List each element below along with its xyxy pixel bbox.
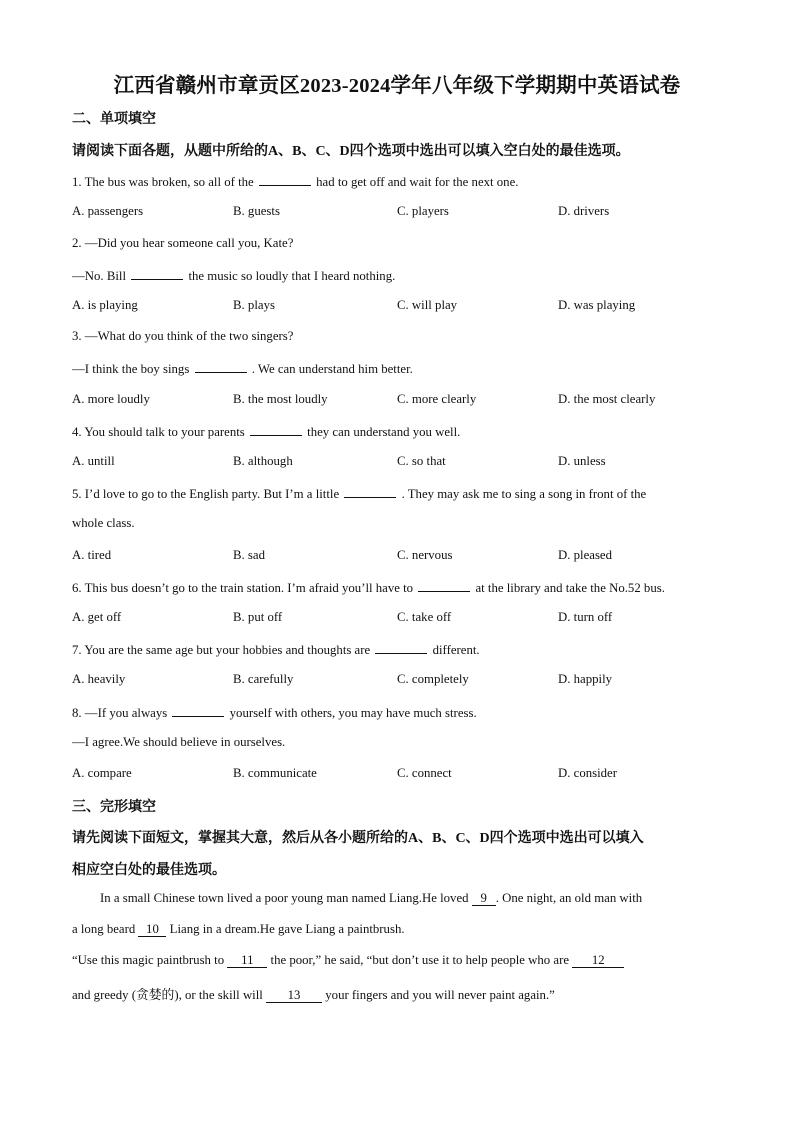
question-text: 8. —If you always: [72, 706, 168, 720]
passage-line-3: [72, 953, 624, 968]
option-b: B. the most loudly: [233, 392, 328, 406]
page-title: 江西省赣州市章贡区2023-2024学年八年级下学期期中英语试卷: [113, 75, 681, 97]
question-text: 1. The bus was broken, so all of the: [72, 175, 254, 189]
question-8-line-1: [72, 704, 477, 721]
question-text: different.: [432, 643, 480, 657]
section-heading-single-choice: 二、单项填空: [72, 112, 156, 127]
passage-line-1: [100, 891, 642, 906]
option-b: B. communicate: [233, 766, 317, 780]
question-text: 6. This bus doesn’t go to the train station. I’m afraid you’ll have to: [72, 581, 414, 595]
passage-line-2: [72, 922, 405, 937]
section-instruction-line-1: 请先阅读下面短文，掌握其大意，然后从各小题所给的A、B、C、D四个选项中选出可以填入: [72, 831, 644, 846]
passage-text: and greedy (贪婪的), or the skill will: [72, 988, 263, 1002]
passage-text: your fingers and you will never paint again.”: [325, 988, 555, 1002]
question-6: [72, 579, 665, 596]
answer-blank: [250, 423, 302, 436]
question-2-line-1: 2. —Did you hear someone call you, Kate?: [72, 236, 294, 250]
answer-blank: [344, 485, 396, 498]
option-a: A. more loudly: [72, 392, 150, 406]
passage-line-4: [72, 984, 555, 1003]
option-d: D. was playing: [558, 298, 636, 312]
question-text: . They may ask me to sing a song in front of the: [401, 487, 647, 501]
answer-blank: [259, 173, 311, 186]
option-d: D. consider: [558, 766, 617, 780]
question-2-line-2: [72, 267, 395, 284]
option-c: C. will play: [397, 298, 458, 312]
question-text: —No. Bill: [72, 269, 127, 283]
option-d: D. the most clearly: [558, 392, 656, 406]
question-1: [72, 173, 518, 190]
question-text: they can understand you well.: [307, 425, 461, 439]
section-instruction-line-2: 相应空白处的最佳选项。: [72, 863, 226, 878]
cloze-blank-12: 12: [572, 954, 624, 968]
question-text: yourself with others, you may have much stress.: [229, 706, 477, 720]
option-a: A. is playing: [72, 298, 138, 312]
question-text: 5. I’d love to go to the English party. But I’m a little: [72, 487, 340, 501]
option-c: C. nervous: [397, 548, 453, 562]
option-d: D. drivers: [558, 204, 610, 218]
question-text: . We can understand him better.: [251, 362, 413, 376]
option-c: C. connect: [397, 766, 452, 780]
option-a: A. passengers: [72, 204, 144, 218]
answer-blank: [375, 641, 427, 654]
option-a: A. compare: [72, 766, 132, 780]
option-c: C. completely: [397, 672, 469, 686]
option-b: B. plays: [233, 298, 275, 312]
question-5-line-1: [72, 485, 646, 502]
option-c: C. more clearly: [397, 392, 477, 406]
question-text: 7. You are the same age but your hobbies and thoughts are: [72, 643, 371, 657]
option-c: C. players: [397, 204, 449, 218]
option-d: D. happily: [558, 672, 613, 686]
question-4: [72, 423, 460, 440]
option-b: B. carefully: [233, 672, 294, 686]
answer-blank: [131, 267, 183, 280]
passage-text: “Use this magic paintbrush to: [72, 953, 225, 967]
cloze-blank-11: 11: [227, 954, 267, 968]
option-b: B. although: [233, 454, 293, 468]
answer-blank: [418, 579, 470, 592]
section-instruction: 请阅读下面各题，从题中所给的A、B、C、D四个选项中选出可以填入空白处的最佳选项。: [72, 144, 630, 159]
option-a: A. get off: [72, 610, 122, 624]
answer-blank: [195, 360, 247, 373]
cloze-blank-10: 10: [138, 923, 166, 937]
passage-text: . One night, an old man with: [495, 891, 643, 905]
option-a: A. heavily: [72, 672, 126, 686]
passage-text: In a small Chinese town lived a poor young man named Liang.He loved: [100, 891, 469, 905]
passage-text: the poor,” he said, “but don’t use it to help people who are: [270, 953, 570, 967]
option-b: B. guests: [233, 204, 280, 218]
option-c: C. so that: [397, 454, 446, 468]
option-d: D. pleased: [558, 548, 613, 562]
option-d: D. turn off: [558, 610, 613, 624]
question-text: 4. You should talk to your parents: [72, 425, 245, 439]
question-text: had to get off and wait for the next one.: [316, 175, 519, 189]
answer-blank: [172, 704, 224, 717]
option-b: B. sad: [233, 548, 265, 562]
question-text: at the library and take the No.52 bus.: [475, 581, 665, 595]
question-text: the music so loudly that I heard nothing.: [188, 269, 396, 283]
question-5-line-2: whole class.: [72, 516, 135, 530]
option-a: A. tired: [72, 548, 112, 562]
option-a: A. untill: [72, 454, 115, 468]
section-heading-cloze: 三、完形填空: [72, 800, 156, 815]
cloze-blank-13: 13: [266, 989, 322, 1003]
passage-text: a long beard: [72, 922, 136, 936]
option-d: D. unless: [558, 454, 606, 468]
option-c: C. take off: [397, 610, 452, 624]
question-3-line-2: [72, 360, 413, 377]
question-8-line-2: —I agree.We should believe in ourselves.: [72, 735, 286, 749]
option-b: B. put off: [233, 610, 283, 624]
question-7: [72, 641, 480, 658]
question-text: —I think the boy sings: [72, 362, 190, 376]
cloze-blank-9: 9: [472, 892, 496, 906]
question-3-line-1: 3. —What do you think of the two singers?: [72, 329, 294, 343]
passage-text: Liang in a dream.He gave Liang a paintbrush.: [169, 922, 405, 936]
